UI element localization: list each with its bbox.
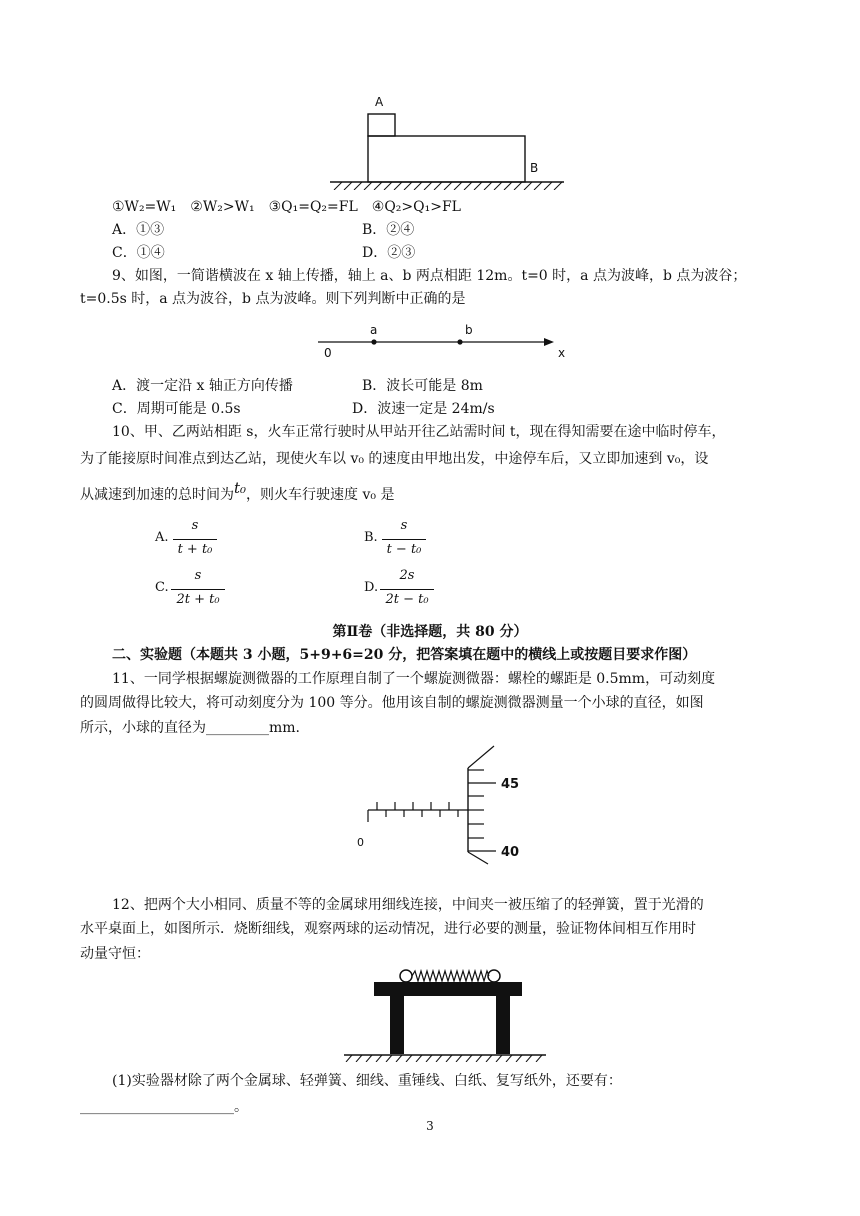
q10-option-a-den: t + t₀ [177,542,213,557]
q9-option-c: C．周期可能是 0.5s [112,401,241,417]
label-b: B [530,161,539,175]
q10-option-d-den: 2t − t₀ [385,592,429,607]
q10-option-d-label: D. [364,580,379,595]
q10-option-c-num: s [194,568,202,583]
left-ball [400,970,412,982]
table-leg-right [496,996,510,1054]
thimble-40-label: 40 [501,845,520,860]
q8-statements: ①W₂=W₁ ②W₂>W₁ ③Q₁=Q₂=FL ④Q₂>Q₁>FL [112,199,461,215]
q10-option-a [155,518,235,564]
right-ball [488,970,500,982]
q10-option-c [155,568,235,614]
q10-stem-line3-b: ，则火车行驶速度 v₀ 是 [246,487,395,503]
q12-blank: ______________________。 [80,1099,248,1115]
q10-stem-line3 [80,479,395,505]
q10-option-b-bar [382,539,426,540]
q10-stem-line3-a: 从减速到加速的总时间为 [80,487,234,503]
q10-stem-line2: 为了能接原时间准点到达乙站，现使火车以 v₀ 的速度由甲地出发，中途停车后，又立即加速到 v₀，设 [80,451,709,467]
table-spring-balls-figure [340,966,550,1062]
q11-line2: 的圆周做得比较大，将可动刻度分为 100 等分。他用该自制的螺旋测微器测量一个小球的直径，如图 [80,695,704,711]
q8-option-d: D．②③ [362,245,416,261]
point-b-label: b [465,323,473,337]
q12-sub1: (1)实验器材除了两个金属球、轻弹簧、细线、重锤线、白纸、复写纸外，还要有： [112,1073,622,1089]
q8-option-b: B．②④ [362,222,415,238]
point-b [457,339,462,344]
q10-option-b-den: t − t₀ [386,542,422,557]
q8-option-a: A．①③ [112,222,165,238]
q10-option-d-num: 2s [399,568,415,583]
thimble-45-label: 45 [501,777,520,792]
q10-option-a-num: s [191,518,199,533]
q12-line2: 水平桌面上，如图所示．烧断细线，观察两球的运动情况，进行必要的测量，验证物体间相互作用时 [80,921,696,937]
q10-option-c-bar [171,589,225,590]
q10-stem-line1: 10、甲、乙两站相距 s，火车正常行驶时从甲站开往乙站需时间 t，现在得知需要在途中临时停车， [112,424,726,440]
block-on-board-figure [320,88,580,190]
label-a: A [375,95,384,109]
q10-option-b-label: B. [364,530,378,545]
q10-option-b-num: s [400,518,408,533]
point-a-label: a [370,323,378,337]
q11-line3: 所示，小球的直径为_________mm. [80,720,301,736]
q9-option-d: D．波速一定是 24m/s [352,401,495,417]
x-axis-label: x [558,346,566,360]
q10-option-c-den: 2t + t₀ [176,592,220,607]
table-top [374,982,522,996]
page-number: 3 [426,1119,434,1133]
ground-hatch [334,182,562,190]
q10-option-d-bar [380,589,434,590]
sleeve-zero-label: 0 [357,836,364,849]
block-a [368,114,395,136]
q12-line3: 动量守恒： [80,946,150,962]
section-title: 二、实验题（本题共 3 小题，5+9+6=20 分，把答案填在题中的横线上或按题目要求作图） [112,647,697,663]
q10-t0: t₀ [234,479,247,497]
q10-option-c-label: C. [155,580,169,595]
origin-label: 0 [324,346,332,360]
q10-option-a-label: A. [155,530,169,545]
part2-title: 第Ⅱ卷（非选择题，共 80 分） [332,624,528,640]
micrometer-figure [350,740,550,866]
board [368,136,525,182]
q10-option-d [364,568,444,614]
point-a [371,339,376,344]
q9-option-a: A．渡一定沿 x 轴正方向传播 [112,378,293,394]
x-axis-figure [312,320,582,362]
q10-option-a-bar [173,539,217,540]
q10-option-b [364,518,444,564]
table-leg-left [390,996,404,1054]
q9-option-b: B．波长可能是 8m [362,378,483,394]
q9-stem-line2: t=0.5s 时，a 点为波谷，b 点为波峰。则下列判断中正确的是 [80,291,466,307]
spring [412,971,489,981]
q9-stem-line1: 9、如图，一简谐横波在 x 轴上传播，轴上 a、b 两点相距 12m。t=0 时，a 点为波峰，b 点为波谷； [112,268,747,284]
x-axis-arrow [544,338,554,346]
q12-line1: 12、把两个大小相同、质量不等的金属球用细线连接，中间夹一被压缩了的轻弹簧，置于光滑的 [112,897,704,913]
q11-line1: 11、一同学根据螺旋测微器的工作原理自制了一个螺旋测微器：螺栓的螺距是 0.5mm，可动刻度 [112,671,716,687]
q8-option-c: C．①④ [112,245,165,261]
